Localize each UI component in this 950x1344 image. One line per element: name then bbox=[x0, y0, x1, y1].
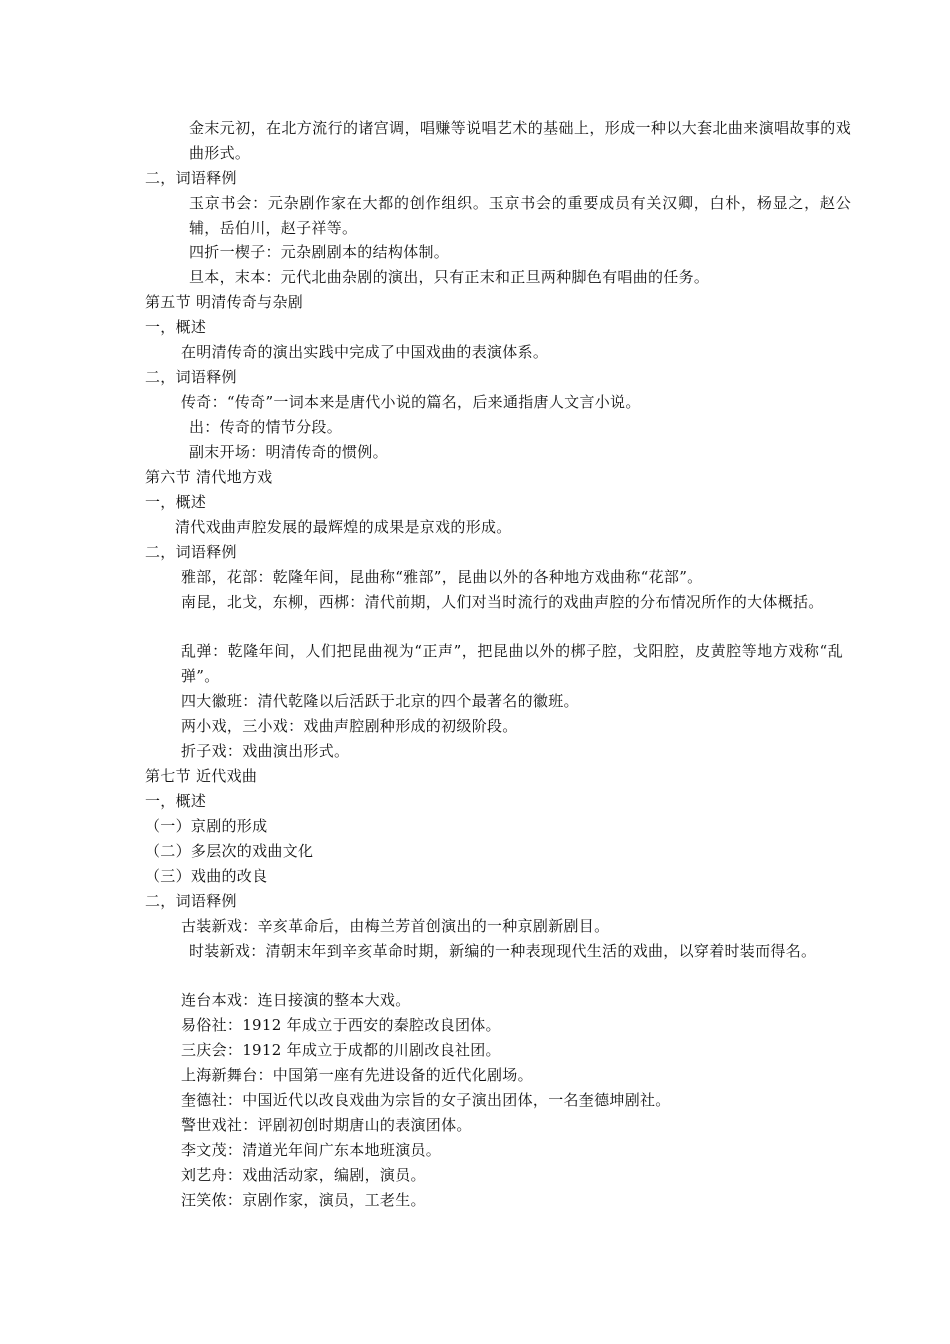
term-guzhuang-xinxi: 古装新戏：辛亥革命后，由梅兰芳首创演出的一种京剧新剧目。 bbox=[181, 917, 610, 935]
section-5-overview-text: 在明清传奇的演出实践中完成了中国戏曲的表演体系。 bbox=[181, 343, 549, 361]
term-liu-yizhou: 刘艺舟：戏曲活动家，编剧，演员。 bbox=[181, 1166, 426, 1184]
term-li-wenmao: 李文茂：清道光年间广东本地班演员。 bbox=[181, 1141, 442, 1159]
term-yisushe: 易俗社：1912 年成立于西安的秦腔改良团体。 bbox=[181, 1016, 501, 1034]
section-7-terms-heading: 二，词语释例 bbox=[145, 892, 237, 910]
section-7-outline-item-2: （二）多层次的戏曲文化 bbox=[145, 842, 314, 860]
term-sanqinghui: 三庆会：1912 年成立于成都的川剧改良社团。 bbox=[181, 1041, 501, 1059]
section-7-title: 第七节 近代戏曲 bbox=[145, 767, 258, 785]
section-7-outline-item-1: （一）京剧的形成 bbox=[145, 817, 268, 835]
term-liangxiaoxi: 两小戏，三小戏：戏曲声腔剧种形成的初级阶段。 bbox=[181, 717, 518, 735]
term-wang-xiaonong: 汪笑侬：京剧作家，演员，工老生。 bbox=[181, 1191, 426, 1209]
section-5-title: 第五节 明清传奇与杂剧 bbox=[145, 293, 304, 311]
term-yujing-shuhui: 玉京书会：元杂剧作家在大都的创作组织。玉京书会的重要成员有关汉卿，白朴，杨显之，赵公辅，岳伯川，赵子祥等。 bbox=[189, 194, 851, 237]
paragraph-zaju-origin: 金末元初，在北方流行的诸宫调，唱赚等说唱艺术的基础上，形成一种以大套北曲来演唱故事的戏曲形式。 bbox=[189, 119, 851, 162]
section-5-terms-heading: 二，词语释例 bbox=[145, 368, 237, 386]
term-zhezixi: 折子戏：戏曲演出形式。 bbox=[181, 742, 350, 760]
section-6-overview-text: 清代戏曲声腔发展的最辉煌的成果是京戏的形成。 bbox=[175, 518, 512, 536]
term-chuanqi: 传奇：“传奇”一词本来是唐代小说的篇名，后来通指唐人文言小说。 bbox=[181, 393, 641, 411]
term-kuideshe: 奎德社：中国近代以改良戏曲为宗旨的女子演出团体，一名奎德坤剧社。 bbox=[181, 1091, 671, 1109]
term-liantai-benxi: 连台本戏：连日接演的整本大戏。 bbox=[181, 991, 411, 1009]
term-sida-huiban: 四大徽班：清代乾隆以后活跃于北京的四个最著名的徽班。 bbox=[181, 692, 579, 710]
section-6-overview-heading: 一，概述 bbox=[145, 493, 207, 511]
term-danben-moben: 旦本，末本：元代北曲杂剧的演出，只有正末和正旦两种脚色有唱曲的任务。 bbox=[189, 268, 710, 286]
section-6-title: 第六节 清代地方戏 bbox=[145, 468, 273, 486]
term-shanghai-xinwutai: 上海新舞台：中国第一座有先进设备的近代化剧场。 bbox=[181, 1066, 533, 1084]
section-6-terms-heading: 二，词语释例 bbox=[145, 543, 237, 561]
term-shizhuang-xinxi: 时装新戏：清朝末年到辛亥革命时期，新编的一种表现现代生活的戏曲，以穿着时装而得名。 bbox=[189, 942, 817, 960]
heading-terms: 二，词语释例 bbox=[145, 169, 237, 187]
section-7-overview-heading: 一，概述 bbox=[145, 792, 207, 810]
term-yabu-huabu: 雅部，花部：乾隆年间，昆曲称“雅部”，昆曲以外的各种地方戏曲称“花部”。 bbox=[181, 568, 703, 586]
section-7-outline-item-3: （三）戏曲的改良 bbox=[145, 867, 268, 885]
term-fumo-kaichang: 副末开场：明清传奇的惯例。 bbox=[189, 443, 388, 461]
term-nankun-beige: 南昆，北戈，东柳，西梆：清代前期，人们对当时流行的戏曲声腔的分布情况所作的大体概括。 bbox=[181, 593, 824, 611]
term-chu: 出：传奇的情节分段。 bbox=[189, 418, 343, 436]
term-jingshi-xishe: 警世戏社：评剧初创时期唐山的表演团体。 bbox=[181, 1116, 472, 1134]
term-sizhe-yixiezi: 四折一楔子：元杂剧剧本的结构体制。 bbox=[189, 243, 450, 261]
section-5-overview-heading: 一，概述 bbox=[145, 318, 207, 336]
term-luantan: 乱弹：乾隆年间，人们把昆曲视为“正声”，把昆曲以外的梆子腔，戈阳腔，皮黄腔等地方戏称“乱弹”。 bbox=[181, 642, 843, 685]
